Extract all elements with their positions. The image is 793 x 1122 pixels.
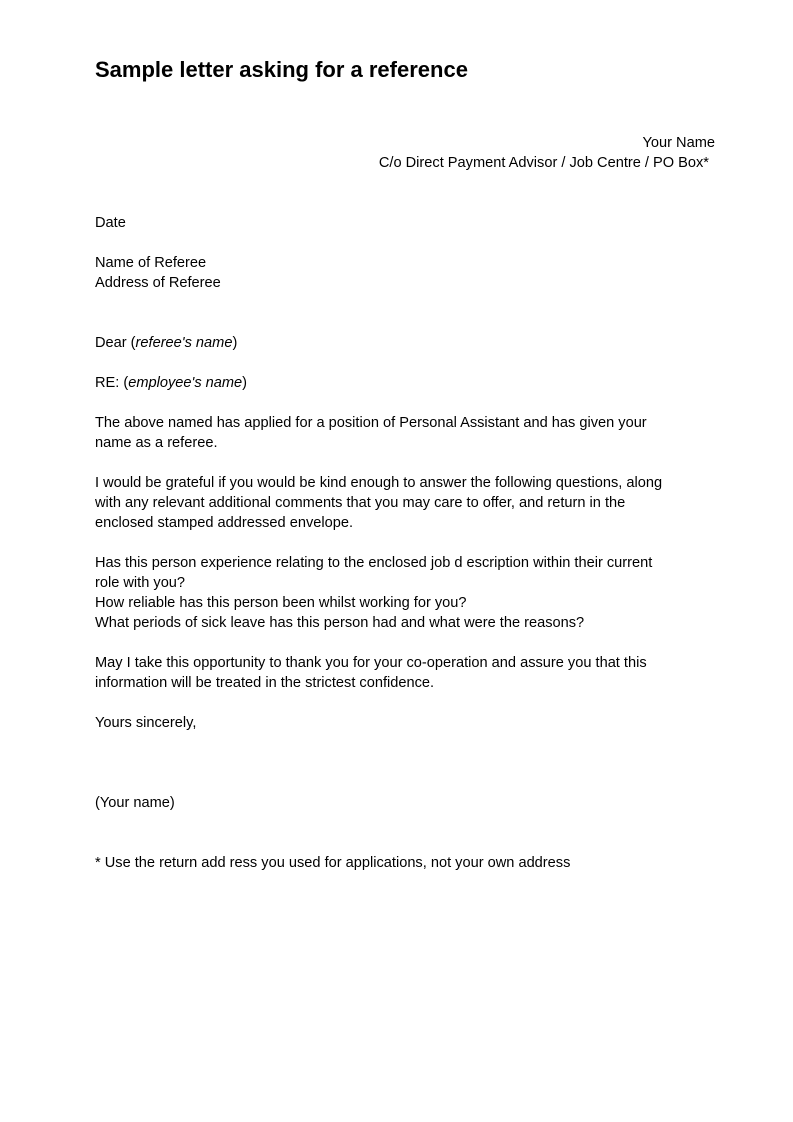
salutation-placeholder: referee's name: [135, 335, 233, 351]
paragraph-1-line-1: The above named has applied for a position of Personal Assistant and has given your: [95, 415, 647, 431]
question-1-line-1: Has this person experience relating to the enclosed job d escription within their current: [95, 555, 653, 571]
paragraph-1-line-2: name as a referee.: [95, 435, 218, 451]
signature: (Your name): [95, 795, 175, 811]
footnote: * Use the return add ress you used for applications, not your own address: [95, 855, 571, 871]
re-line-placeholder: employee's name: [128, 375, 243, 391]
question-1-line-2: role with you?: [95, 575, 186, 591]
re-line-suffix: ): [242, 375, 248, 391]
re-line-prefix: RE: (: [95, 375, 129, 391]
salutation: [95, 333, 237, 353]
paragraph-3-line-1: May I take this opportunity to thank you for your co-operation and assure you that this: [95, 655, 647, 671]
question-2: How reliable has this person been whilst working for you?: [95, 595, 467, 611]
sender-address: C/o Direct Payment Advisor / Job Centre / PO Box*: [378, 155, 709, 171]
document-title: Sample letter asking for a reference: [95, 57, 468, 82]
salutation-suffix: ): [232, 335, 238, 351]
sender-name: Your Name: [642, 135, 715, 151]
paragraph-2-line-3: enclosed stamped addressed envelope.: [95, 515, 353, 531]
recipient-address: Address of Referee: [95, 275, 221, 291]
letter-date: Date: [95, 215, 126, 231]
paragraph-2-line-2: with any relevant additional comments that you may care to offer, and return in the: [95, 495, 626, 511]
paragraph-2-line-1: I would be grateful if you would be kind enough to answer the following questions, along: [95, 475, 663, 491]
recipient-name: Name of Referee: [95, 255, 207, 271]
paragraph-3-line-2: information will be treated in the strictest confidence.: [95, 675, 435, 691]
question-3: What periods of sick leave has this person had and what were the reasons?: [95, 615, 585, 631]
re-line: [95, 373, 247, 393]
closing: Yours sincerely,: [95, 715, 197, 731]
salutation-prefix: Dear (: [95, 335, 136, 351]
